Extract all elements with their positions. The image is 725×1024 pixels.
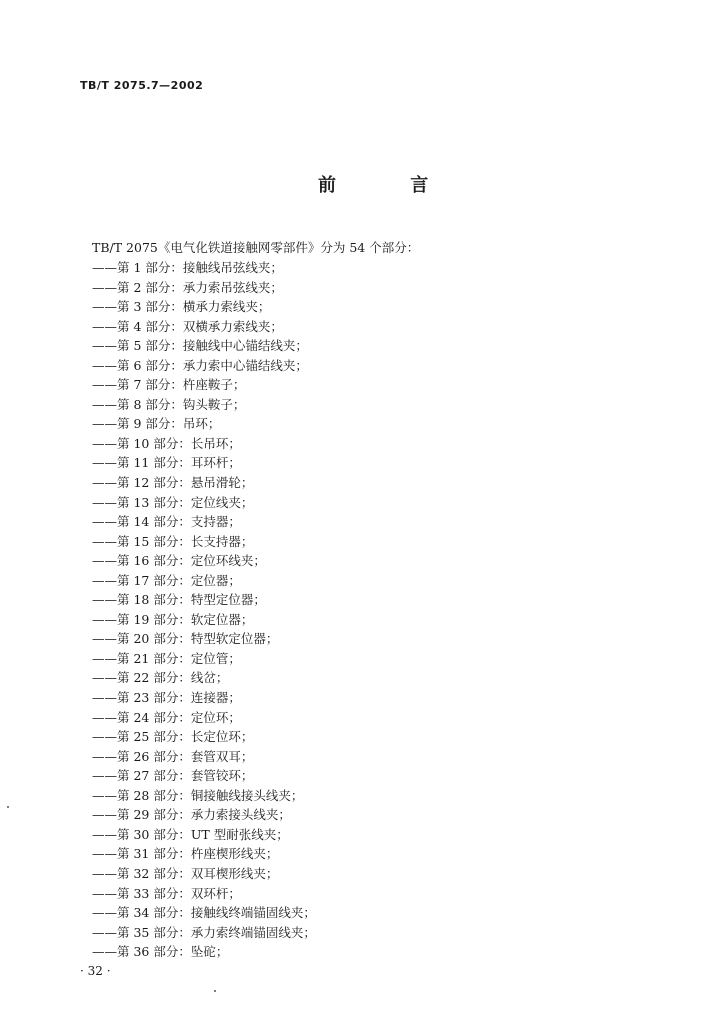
part-item: ——第 4 部分：双横承力索线夹； [92,318,283,334]
part-item: ——第 19 部分：软定位器； [92,611,254,627]
part-item: ——第 24 部分：定位环； [92,709,241,725]
part-item: ——第 18 部分：特型定位器； [92,592,266,608]
part-item: ——第 28 部分：铜接触线接头线夹； [92,787,304,803]
scan-speck [214,990,216,992]
standard-code-header: TB/T 2075.7—2002 [80,79,204,92]
part-item: ——第 25 部分：长定位环； [92,729,254,745]
part-item: ——第 26 部分：套管双耳； [92,748,254,764]
part-item: ——第 31 部分：杵座楔形线夹； [92,846,279,862]
part-item: ——第 1 部分：接触线吊弦线夹； [92,260,283,275]
part-item: ——第 5 部分：接触线中心锚结线夹； [92,338,308,354]
part-item: ——第 16 部分：定位环线夹； [92,553,266,569]
part-item: ——第 29 部分：承力索接头线夹； [92,807,291,823]
intro-paragraph: TB/T 2075《电气化铁道接触网零部件》分为 54 个部分： [92,240,420,255]
part-item: ——第 11 部分：耳环杆； [92,455,241,471]
part-item: ——第 14 部分：支持器； [92,514,241,530]
part-item: ——第 34 部分：接触线终端锚固线夹； [92,905,316,921]
part-item: ——第 35 部分：承力索终端锚固线夹； [92,924,316,940]
part-item: ——第 21 部分：定位管； [92,650,241,666]
part-item: ——第 17 部分：定位器； [92,572,241,588]
page-number: · 32 · [80,964,111,978]
parts-list [92,258,316,962]
part-item: ——第 10 部分：长吊环； [92,435,241,451]
part-item: ——第 23 部分：连接器； [92,690,241,706]
part-item: ——第 3 部分：横承力索线夹； [92,299,271,315]
part-item: ——第 15 部分：长支持器； [92,533,254,549]
part-item: ——第 22 部分：线岔； [92,670,229,686]
part-item: ——第 2 部分：承力索吊弦线夹； [92,279,283,295]
part-item: ——第 8 部分：钩头鞍子； [92,396,246,412]
part-item: ——第 20 部分：特型软定位器； [92,631,279,647]
part-item: ——第 32 部分：双耳楔形线夹； [92,865,279,881]
part-item: ——第 12 部分：悬吊滑轮； [92,475,254,491]
part-item: ——第 7 部分：杵座鞍子； [92,377,246,393]
part-item: ——第 6 部分：承力索中心锚结线夹； [92,357,308,373]
part-item: ——第 30 部分：UT 型耐张线夹； [92,826,289,842]
part-item: ——第 36 部分：坠砣； [92,944,229,960]
part-item: ——第 33 部分：双环杆； [92,885,241,901]
part-item: ——第 13 部分：定位线夹； [92,494,254,510]
part-item: ——第 9 部分：吊环； [92,416,221,432]
scan-speck [7,806,9,808]
section-title: 前 言 [318,175,463,196]
part-item: ——第 27 部分：套管铰环； [92,768,254,784]
